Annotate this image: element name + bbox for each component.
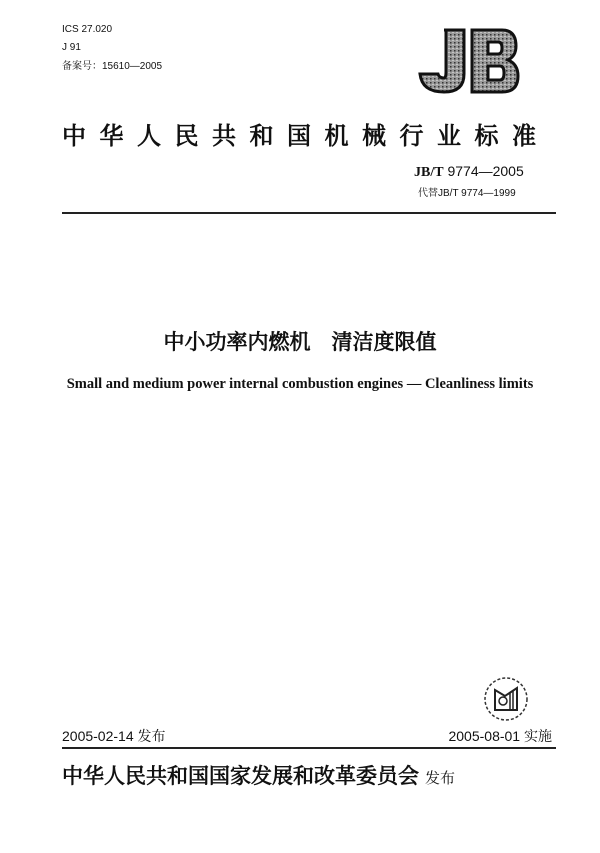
implementation-date: 2005-08-01 实施 [448,728,552,744]
standard-category: 中华人民共和国机械行业标准 [62,123,550,150]
top-divider [62,212,556,214]
jb-logo [414,26,522,96]
publisher [62,760,562,790]
title-chinese: 中小功率内燃机 清洁度限值 [163,331,437,354]
issue-date: 2005-02-14 发布 [62,728,166,744]
standard-prefix: JB/T [414,165,444,180]
replaces-standard: 代替JB/T 9774—1999 [418,188,516,199]
publisher-name: 中华人民共和国国家发展和改革委员会 [62,765,419,788]
standard-number [414,163,524,181]
filing-number: 备案号：15610—2005 [62,61,163,72]
classification-code: J 91 [62,42,81,53]
standard-number-value: 9774—2005 [447,163,524,179]
title-english: Small and medium power internal combustion engines — Cleanliness limits [66,376,534,392]
seal-icon [483,676,529,722]
publisher-suffix: 发布 [425,770,456,787]
bottom-divider [62,747,556,749]
ics-code: ICS 27.020 [62,24,113,35]
